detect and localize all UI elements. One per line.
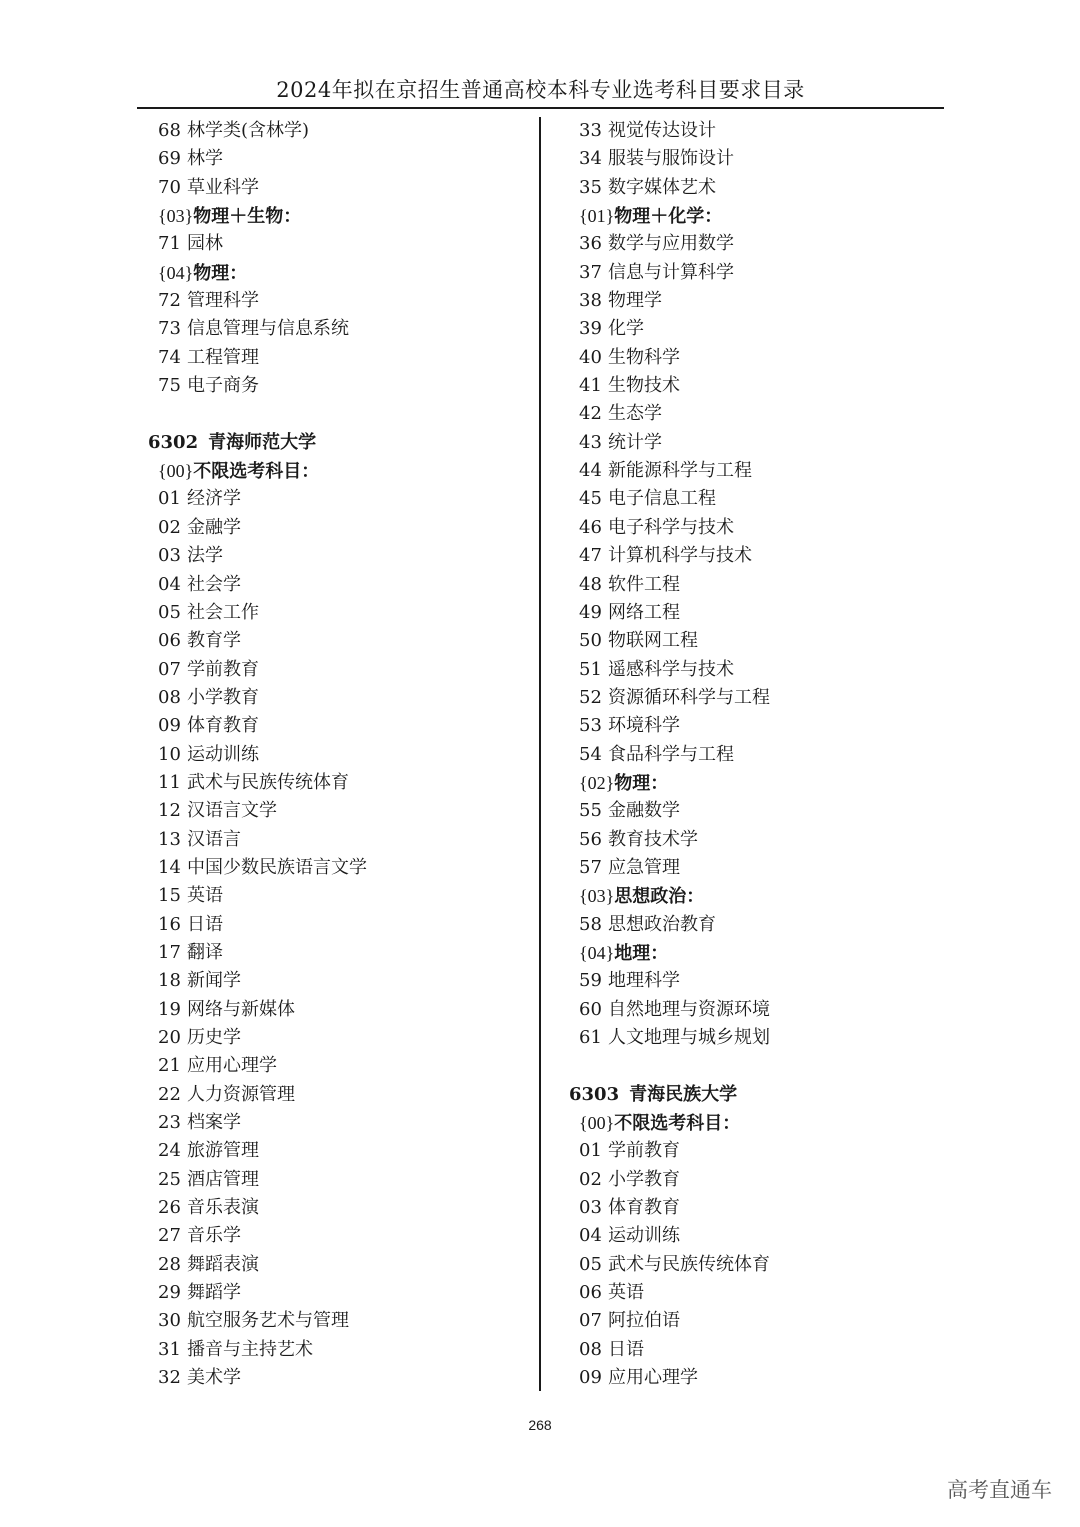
- right-column: [569, 117, 949, 1392]
- major-number: 10: [158, 743, 181, 765]
- major-number: 75: [158, 375, 181, 397]
- major-number: 58: [579, 913, 602, 935]
- document-title: 2024年拟在京招生普通高校本科专业选考科目要求目录: [276, 78, 805, 102]
- subject-requirement-heading: [148, 457, 528, 485]
- major-item: [569, 627, 949, 655]
- major-number: 73: [158, 318, 181, 340]
- major-name: 信息与计算科学: [608, 261, 734, 283]
- major-number: 01: [158, 488, 181, 510]
- major-name: 新能源科学与工程: [608, 460, 752, 482]
- major-item: [569, 344, 949, 372]
- requirement-code: {00}: [158, 461, 194, 482]
- major-number: 15: [158, 885, 181, 907]
- column-divider: [539, 117, 541, 1391]
- major-item: [148, 1109, 528, 1137]
- major-name: 播音与主持艺术: [187, 1338, 313, 1360]
- major-number: 57: [579, 856, 602, 878]
- major-name: 翻译: [187, 941, 223, 963]
- major-number: 30: [158, 1310, 181, 1332]
- major-name: 生物技术: [608, 375, 680, 397]
- major-name: 电子科学与技术: [608, 516, 734, 538]
- major-item: [569, 400, 949, 428]
- major-item: [148, 571, 528, 599]
- major-item: [148, 485, 528, 513]
- major-item: [148, 230, 528, 258]
- requirement-code: {03}: [158, 206, 194, 227]
- major-item: [148, 599, 528, 627]
- major-name: 物理学: [608, 290, 662, 312]
- university-name: 青海师范大学: [208, 431, 317, 453]
- major-item: [569, 1222, 949, 1250]
- major-name: 社会学: [187, 573, 241, 595]
- major-number: 23: [158, 1112, 181, 1134]
- major-name: 应用心理学: [187, 1055, 277, 1077]
- major-name: 物联网工程: [608, 630, 698, 652]
- major-number: 09: [579, 1367, 602, 1389]
- major-number: 02: [158, 516, 181, 538]
- major-name: 音乐表演: [187, 1197, 259, 1219]
- page-number: 268: [528, 1417, 552, 1433]
- major-name: 计算机科学与技术: [608, 545, 752, 567]
- major-item: [569, 826, 949, 854]
- major-item: [148, 344, 528, 372]
- major-number: 40: [579, 346, 602, 368]
- major-number: 13: [158, 828, 181, 850]
- major-number: 18: [158, 970, 181, 992]
- major-item: [148, 741, 528, 769]
- major-number: 74: [158, 346, 181, 368]
- major-name: 小学教育: [187, 686, 259, 708]
- major-item: [148, 1137, 528, 1165]
- major-item: [569, 429, 949, 457]
- major-item: [569, 571, 949, 599]
- major-item: [569, 599, 949, 627]
- major-item: [148, 315, 528, 343]
- major-name: 食品科学与工程: [608, 743, 734, 765]
- watermark-text: 高考直通车: [947, 1478, 1052, 1502]
- major-number: 52: [579, 686, 602, 708]
- major-number: 08: [158, 686, 181, 708]
- subject-requirement-heading: [569, 769, 949, 797]
- requirement-label: 物理＋生物：: [193, 206, 302, 228]
- major-item: [148, 174, 528, 202]
- major-number: 32: [158, 1367, 181, 1389]
- major-name: 地理科学: [608, 970, 680, 992]
- major-name: 阿拉伯语: [608, 1310, 680, 1332]
- major-item: [148, 967, 528, 995]
- major-item: [148, 1024, 528, 1052]
- major-name: 经济学: [187, 488, 241, 510]
- subject-requirement-heading: [569, 1109, 949, 1137]
- major-number: 22: [158, 1083, 181, 1105]
- major-item: [569, 315, 949, 343]
- major-name: 日语: [187, 913, 223, 935]
- major-number: 12: [158, 800, 181, 822]
- major-number: 28: [158, 1253, 181, 1275]
- major-item: [569, 485, 949, 513]
- major-item: [569, 911, 949, 939]
- subject-requirement-heading: [148, 259, 528, 287]
- major-number: 29: [158, 1282, 181, 1304]
- major-item: [148, 1194, 528, 1222]
- major-item: [569, 741, 949, 769]
- major-name: 中国少数民族语言文学: [187, 856, 367, 878]
- major-item: [569, 1364, 949, 1392]
- major-number: 68: [158, 120, 181, 141]
- major-item: [148, 1364, 528, 1392]
- major-item: [148, 911, 528, 939]
- major-number: 27: [158, 1225, 181, 1247]
- major-number: 38: [579, 290, 602, 312]
- major-number: 70: [158, 176, 181, 198]
- major-name: 应急管理: [608, 856, 680, 878]
- subject-requirement-heading: [569, 202, 949, 230]
- major-number: 56: [579, 828, 602, 850]
- major-number: 14: [158, 856, 181, 878]
- major-name: 美术学: [187, 1367, 241, 1389]
- major-name: 人文地理与城乡规划: [608, 1027, 770, 1048]
- requirement-code: {04}: [158, 262, 194, 283]
- major-number: 02: [579, 1168, 602, 1190]
- major-name: 软件工程: [608, 573, 680, 595]
- major-number: 49: [579, 601, 602, 623]
- major-number: 01: [579, 1140, 602, 1162]
- major-item: [569, 230, 949, 258]
- major-number: 45: [579, 488, 602, 510]
- major-name: 自然地理与资源环境: [608, 998, 770, 1020]
- major-number: 54: [579, 743, 602, 765]
- major-item: [569, 1251, 949, 1279]
- major-item: [569, 1024, 949, 1052]
- major-item: [148, 1279, 528, 1307]
- major-name: 法学: [187, 545, 223, 567]
- major-name: 体育教育: [187, 715, 259, 737]
- major-item: [569, 1137, 949, 1165]
- major-name: 旅游管理: [187, 1140, 259, 1162]
- major-name: 金融数学: [608, 800, 680, 822]
- requirement-label: 物理：: [614, 772, 669, 794]
- major-name: 生态学: [608, 403, 662, 425]
- major-item: [569, 457, 949, 485]
- major-number: 60: [579, 998, 602, 1020]
- major-item: [569, 372, 949, 400]
- major-name: 园林: [187, 233, 223, 255]
- major-name: 数字媒体艺术: [608, 176, 716, 198]
- major-number: 06: [158, 630, 181, 652]
- major-name: 遥感科学与技术: [608, 658, 734, 680]
- major-name: 社会工作: [187, 601, 259, 623]
- major-name: 数学与应用数学: [608, 233, 734, 255]
- major-name: 金融学: [187, 516, 241, 538]
- major-number: 61: [579, 1027, 602, 1048]
- major-number: 51: [579, 658, 602, 680]
- requirement-label: 不限选考科目：: [193, 461, 320, 483]
- requirement-code: {01}: [579, 206, 615, 227]
- major-name: 服装与服饰设计: [608, 148, 734, 170]
- major-item: [569, 514, 949, 542]
- major-item: [148, 882, 528, 910]
- major-item: [148, 826, 528, 854]
- major-item: [148, 627, 528, 655]
- major-name: 思想政治教育: [608, 913, 716, 935]
- major-item: [148, 1052, 528, 1080]
- major-item: [148, 854, 528, 882]
- major-number: 09: [158, 715, 181, 737]
- major-number: 43: [579, 431, 602, 453]
- major-item: [148, 1081, 528, 1109]
- spacer: [569, 1052, 949, 1080]
- requirement-code: {02}: [579, 772, 615, 793]
- major-item: [569, 854, 949, 882]
- major-name: 新闻学: [187, 970, 241, 992]
- major-name: 英语: [608, 1282, 644, 1304]
- major-number: 41: [579, 375, 602, 397]
- major-number: 39: [579, 318, 602, 340]
- major-number: 31: [158, 1338, 181, 1360]
- major-item: [569, 967, 949, 995]
- major-number: 04: [579, 1225, 602, 1247]
- major-item: [569, 656, 949, 684]
- major-name: 生物科学: [608, 346, 680, 368]
- requirement-label: 地理：: [614, 942, 669, 964]
- major-number: 06: [579, 1282, 602, 1304]
- major-number: 55: [579, 800, 602, 822]
- major-item: [569, 1307, 949, 1335]
- major-name: 英语: [187, 885, 223, 907]
- requirement-label: 思想政治：: [614, 886, 705, 908]
- requirement-code: {00}: [579, 1113, 615, 1134]
- requirement-code: {03}: [579, 886, 615, 907]
- major-item: [569, 1166, 949, 1194]
- major-item: [569, 1336, 949, 1364]
- major-name: 舞蹈表演: [187, 1253, 259, 1275]
- major-name: 电子信息工程: [608, 488, 716, 510]
- major-item: [148, 769, 528, 797]
- subject-requirement-heading: [569, 882, 949, 910]
- requirement-label: 不限选考科目：: [614, 1113, 741, 1135]
- major-item: [569, 174, 949, 202]
- major-name: 化学: [608, 318, 644, 340]
- major-number: 05: [579, 1253, 602, 1275]
- major-item: [148, 145, 528, 173]
- major-item: [569, 797, 949, 825]
- major-number: 08: [579, 1338, 602, 1360]
- major-number: 07: [158, 658, 181, 680]
- subject-requirement-heading: [569, 939, 949, 967]
- major-item: [148, 117, 528, 145]
- major-name: 人力资源管理: [187, 1083, 295, 1105]
- major-name: 应用心理学: [608, 1367, 698, 1389]
- major-number: 25: [158, 1168, 181, 1190]
- major-number: 26: [158, 1197, 181, 1219]
- major-name: 网络工程: [608, 601, 680, 623]
- major-name: 教育学: [187, 630, 241, 652]
- major-item: [148, 939, 528, 967]
- major-name: 舞蹈学: [187, 1282, 241, 1304]
- major-number: 34: [579, 148, 602, 170]
- major-name: 酒店管理: [187, 1168, 259, 1190]
- major-name: 档案学: [187, 1112, 241, 1134]
- major-name: 林学: [187, 148, 223, 170]
- major-name: 运动训练: [608, 1225, 680, 1247]
- major-name: 信息管理与信息系统: [187, 318, 349, 340]
- major-number: 42: [579, 403, 602, 425]
- major-number: 04: [158, 573, 181, 595]
- major-number: 16: [158, 913, 181, 935]
- major-name: 学前教育: [608, 1140, 680, 1162]
- major-number: 20: [158, 1027, 181, 1048]
- major-number: 35: [579, 176, 602, 198]
- major-item: [148, 372, 528, 400]
- major-number: 48: [579, 573, 602, 595]
- university-heading: [569, 1081, 949, 1109]
- major-number: 21: [158, 1055, 181, 1077]
- major-item: [569, 287, 949, 315]
- major-name: 音乐学: [187, 1225, 241, 1247]
- major-name: 航空服务艺术与管理: [187, 1310, 349, 1332]
- requirement-label: 物理＋化学：: [614, 206, 723, 228]
- left-column: [148, 117, 528, 1392]
- major-item: [148, 287, 528, 315]
- major-name: 武术与民族传统体育: [608, 1253, 770, 1275]
- major-number: 07: [579, 1310, 602, 1332]
- major-number: 05: [158, 601, 181, 623]
- major-item: [148, 797, 528, 825]
- major-item: [569, 145, 949, 173]
- major-number: 50: [579, 630, 602, 652]
- major-item: [569, 117, 949, 145]
- major-name: 林学类(含林学): [187, 120, 310, 141]
- university-code: 6303: [569, 1083, 620, 1105]
- major-name: 学前教育: [187, 658, 259, 680]
- major-name: 视觉传达设计: [608, 120, 716, 141]
- major-name: 工程管理: [187, 346, 259, 368]
- major-number: 33: [579, 120, 602, 141]
- major-name: 资源循环科学与工程: [608, 686, 770, 708]
- major-name: 统计学: [608, 431, 662, 453]
- subject-requirement-heading: [148, 202, 528, 230]
- requirement-label: 物理：: [193, 262, 248, 284]
- major-item: [569, 542, 949, 570]
- major-number: 19: [158, 998, 181, 1020]
- major-number: 11: [158, 771, 181, 793]
- university-code: 6302: [148, 431, 199, 453]
- major-item: [148, 1336, 528, 1364]
- major-number: 53: [579, 715, 602, 737]
- major-name: 武术与民族传统体育: [187, 771, 349, 793]
- major-name: 日语: [608, 1338, 644, 1360]
- major-name: 运动训练: [187, 743, 259, 765]
- major-name: 小学教育: [608, 1168, 680, 1190]
- major-name: 汉语言文学: [187, 800, 277, 822]
- major-item: [569, 712, 949, 740]
- major-item: [148, 514, 528, 542]
- header-rule: [137, 107, 944, 109]
- major-number: 37: [579, 261, 602, 283]
- major-item: [569, 996, 949, 1024]
- major-number: 24: [158, 1140, 181, 1162]
- major-name: 网络与新媒体: [187, 998, 295, 1020]
- spacer: [148, 400, 528, 428]
- major-number: 47: [579, 545, 602, 567]
- major-item: [569, 1279, 949, 1307]
- major-number: 17: [158, 941, 181, 963]
- major-name: 体育教育: [608, 1197, 680, 1219]
- major-number: 03: [579, 1197, 602, 1219]
- major-number: 72: [158, 290, 181, 312]
- major-item: [148, 1222, 528, 1250]
- major-number: 59: [579, 970, 602, 992]
- major-item: [148, 542, 528, 570]
- major-item: [148, 1166, 528, 1194]
- major-item: [148, 1307, 528, 1335]
- university-heading: [148, 429, 528, 457]
- major-item: [148, 684, 528, 712]
- major-number: 71: [158, 233, 181, 255]
- major-name: 汉语言: [187, 828, 241, 850]
- major-name: 历史学: [187, 1027, 241, 1048]
- major-item: [569, 1194, 949, 1222]
- major-number: 36: [579, 233, 602, 255]
- major-item: [569, 684, 949, 712]
- major-number: 69: [158, 148, 181, 170]
- major-item: [148, 712, 528, 740]
- major-name: 环境科学: [608, 715, 680, 737]
- major-item: [148, 1251, 528, 1279]
- major-number: 44: [579, 460, 602, 482]
- major-item: [148, 656, 528, 684]
- university-name: 青海民族大学: [629, 1083, 738, 1105]
- major-number: 03: [158, 545, 181, 567]
- major-name: 管理科学: [187, 290, 259, 312]
- major-name: 教育技术学: [608, 828, 698, 850]
- major-item: [569, 259, 949, 287]
- major-name: 草业科学: [187, 176, 259, 198]
- requirement-code: {04}: [579, 942, 615, 963]
- major-name: 电子商务: [187, 375, 259, 397]
- major-item: [148, 996, 528, 1024]
- major-number: 46: [579, 516, 602, 538]
